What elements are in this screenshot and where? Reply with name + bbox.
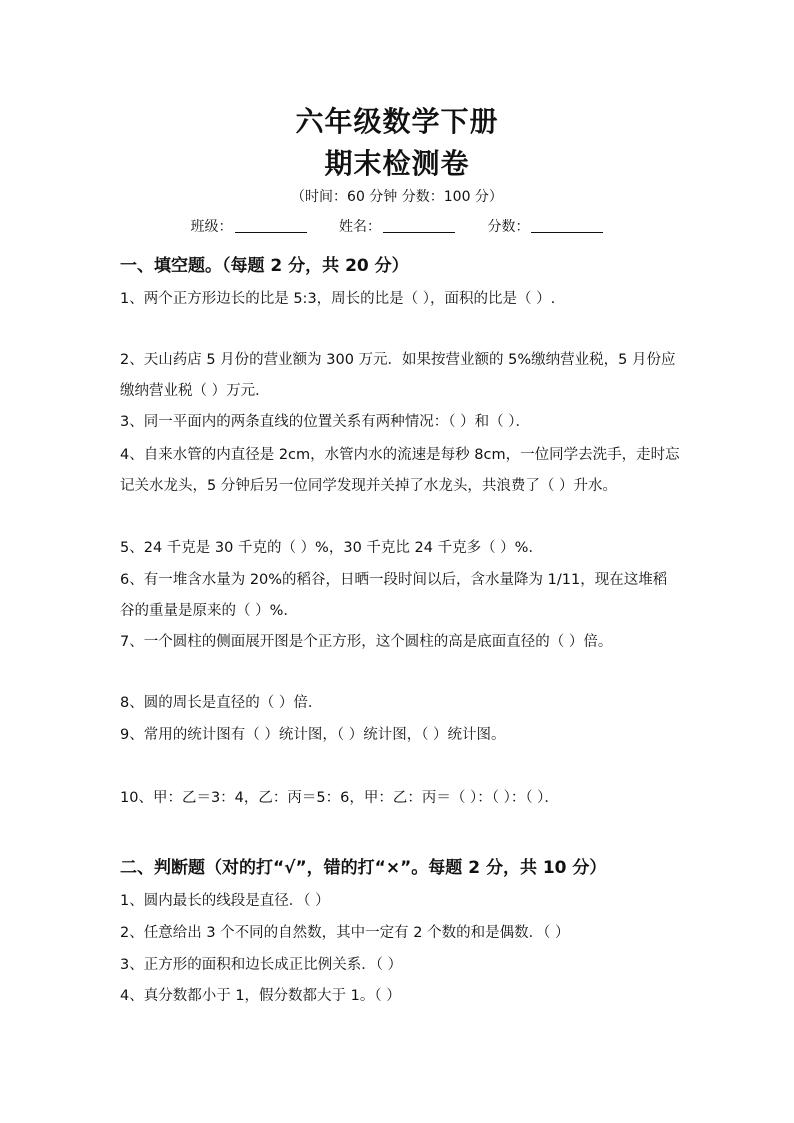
name-label: 姓名：	[339, 219, 381, 235]
score-label: 分数：	[487, 219, 530, 235]
name-field[interactable]	[339, 216, 455, 236]
class-blank[interactable]	[235, 218, 307, 233]
score-field[interactable]	[487, 216, 603, 236]
question-1-7: 7、一个圆柱的侧面展开图是个正方形，这个圆柱的高是底面直径的（ ）倍。	[120, 634, 613, 650]
question-1-10: 10、甲：乙＝3：4，乙：丙＝5：6，甲：乙：丙＝（ ）：（ ）：（ ）．	[120, 790, 559, 806]
question-2-3: 3、正方形的面积和边长成正比例关系．（ ）	[120, 957, 403, 973]
name-blank[interactable]	[383, 218, 455, 233]
question-2-4: 4、真分数都小于 1，假分数都大于 1。（ ）	[120, 988, 401, 1004]
title-line-2: 期末检测卷	[324, 147, 470, 180]
question-1-8: 8、圆的周长是直径的（ ）倍．	[120, 695, 323, 711]
title-line-1: 六年级数学下册	[295, 105, 499, 138]
question-1-1: 1、两个正方形边长的比是 5:3，周长的比是（ ），面积的比是（ ）.	[120, 291, 556, 307]
class-label: 班级：	[190, 219, 233, 235]
question-1-6: 6、有一堆含水量为 20%的稻谷，日晒一段时间以后，含水量降为 1/11，现在这堆稻谷的重量是原来的（ ）%．	[120, 572, 668, 619]
section-1-heading: 一、填空题。（每题 2 分，共 20 分）	[120, 256, 409, 276]
section-2-heading: 二、判断题（对的打“√”，错的打“×”。每题 2 分，共 10 分）	[120, 858, 607, 878]
question-2-2: 2、任意给出 3 个不同的自然数，其中一定有 2 个数的和是偶数．（ ）	[120, 925, 570, 941]
score-blank[interactable]	[531, 218, 603, 233]
student-info-row	[0, 216, 794, 236]
question-1-2: 2、天山药店 5 月份的营业额为 300 万元．如果按营业额的 5%缴纳营业税，5 月份应缴纳营业税（ ）万元．	[120, 352, 676, 399]
class-field[interactable]	[191, 216, 307, 236]
question-1-3: 3、同一平面内的两条直线的位置关系有两种情况：（ ）和（ ）．	[120, 414, 530, 430]
question-1-9: 9、常用的统计图有（ ）统计图，（ ）统计图，（ ）统计图。	[120, 727, 506, 743]
question-1-5: 5、24 千克是 30 千克的（ ）%，30 千克比 24 千克多（ ）%．	[120, 540, 543, 556]
exam-info: （时间：60 分钟 分数：100 分）	[291, 189, 503, 205]
question-2-1: 1、圆内最长的线段是直径．（ ）	[120, 893, 330, 909]
question-1-4: 4、自来水管的内直径是 2cm，水管内水的流速是每秒 8cm，一位同学去洗手，走时忘记关水龙头，5 分钟后另一位同学发现并关掉了水龙头，共浪费了（ ）升水。	[120, 447, 680, 494]
